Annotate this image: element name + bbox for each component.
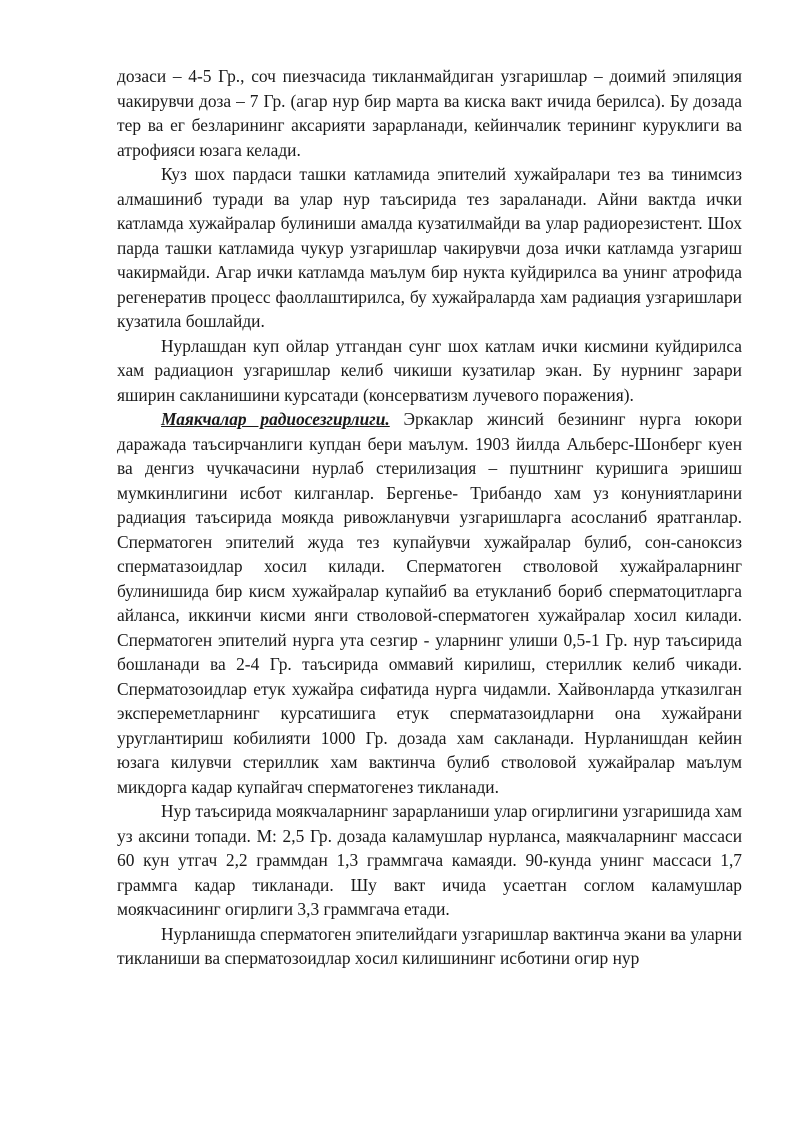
paragraph-6-text: Нурланишда сперматоген эпителийдаги узгаришлар вактинча экани ва уларни тикланиши ва сперматозоидлар хосил килишининг исботини огир нур: [117, 923, 742, 968]
paragraph-4-text: Эркаклар жинсий безининг нурга юкори даражада таъсирчанлиги купдан бери маълум. 1903 йилда Альберс-Шонберг куен ва денгиз чучкачасини нурлаб стерилизация – пуштнинг куришига эришиш мумкинлигини исбот килганлар. Бергенье- Трибандо хам уз конуниятларини радиация таъсирида моякда ривожланувчи узгаришларга асосланиб яратганлар. Сперматоген эпителий жуда тез купайувчи хужайралар булиб, сон-саноксиз сперматазоидлар хосил килади. Сперматоген стволовой хужайраларнинг булинишида бир кисм хужайралар купайиб ва етукланиб бориб сперматоцитларга айланса, иккинчи кисми янги стволовой-сперматоген хужайралар хосил килади. Сперматоген эпителий нурга ута сезгир - уларнинг улиши 0,5-1 Гр. нур таъсирида бошланади ва 2-4 Гр. таъсирида оммавий кирилиш, стериллик келиб чикади. Сперматозоидлар етук хужайра сифатида нурга чидамли. Хайвонларда утказилган экспереметларнинг курсатишига етук сперматазоидларни она хужайрани уруглантириш кобилияти 1000 Гр. дозада хам сакланади. Нурланишдан кейин юзага килувчи стериллик хам вактинча булиб стволовой хужайралар маълум микдорга кадар купайгач сперматогенез тикланади.: [117, 409, 742, 797]
paragraph-6: [117, 922, 742, 971]
paragraph-1: [117, 64, 742, 162]
paragraph-5-text: Нур таъсирида моякчаларнинг зарарланиши улар огирлигини узгаришида хам уз аксини топади. М: 2,5 Гр. дозада каламушлар нурланса, маякчаларнинг массаси 60 кун утгач 2,2 граммдан 1,3 граммгача камаяди. 90-кунда унинг массаси 1,7 граммга кадар тикланади. Шу вакт ичида усаетган соглом каламушлар моякчасининг огирлиги 3,3 граммгача етади.: [117, 801, 742, 919]
paragraph-2: [117, 162, 742, 334]
paragraph-1-text: дозаси – 4-5 Гр., соч пиезчасида тикланмайдиган узгаришлар – доимий эпиляция чакирувчи доза – 7 Гр. (агар нур бир марта ва киска вакт ичида берилса). Бу дозада тер ва ег безларининг аксарияти зарарланади, кейинчалик терининг куруклиги ва атрофияси юзага келади.: [117, 66, 742, 160]
paragraph-3: [117, 334, 742, 408]
paragraph-2-text: Куз шох пардаси ташки катламида эпителий хужайралари тез ва тинимсиз алмашиниб туради ва улар нур таъсирида тез зараланади. Айни вактда ички катламда хужайралар булиниши амалда кузатилмайди ва улар радиорезистент. Шох парда ташки катламида чукур узгаришлар чакирувчи доза ички катламда узгариш чакирмайди. Агар ички катламда маълум бир нукта куйдирилса ва унинг атрофида регенератив процесс фаоллаштирилса, бу хужайраларда хам радиация узгаришлари кузатила бошлайди.: [117, 164, 742, 331]
paragraph-3-text: Нурлашдан куп ойлар утгандан сунг шох катлам ички кисмини куйдирилса хам радиацион узгаришлар келиб чикиши кузатилар экан. Бу нурнинг зарари яширин сакланишини курсатади (консерватизм лучевого поражения).: [117, 335, 742, 405]
paragraph-5: [117, 799, 742, 922]
section-heading: Маякчалар радиосезгирлиги.: [161, 409, 390, 429]
paragraph-4: [117, 407, 742, 799]
document-page: [117, 64, 742, 971]
